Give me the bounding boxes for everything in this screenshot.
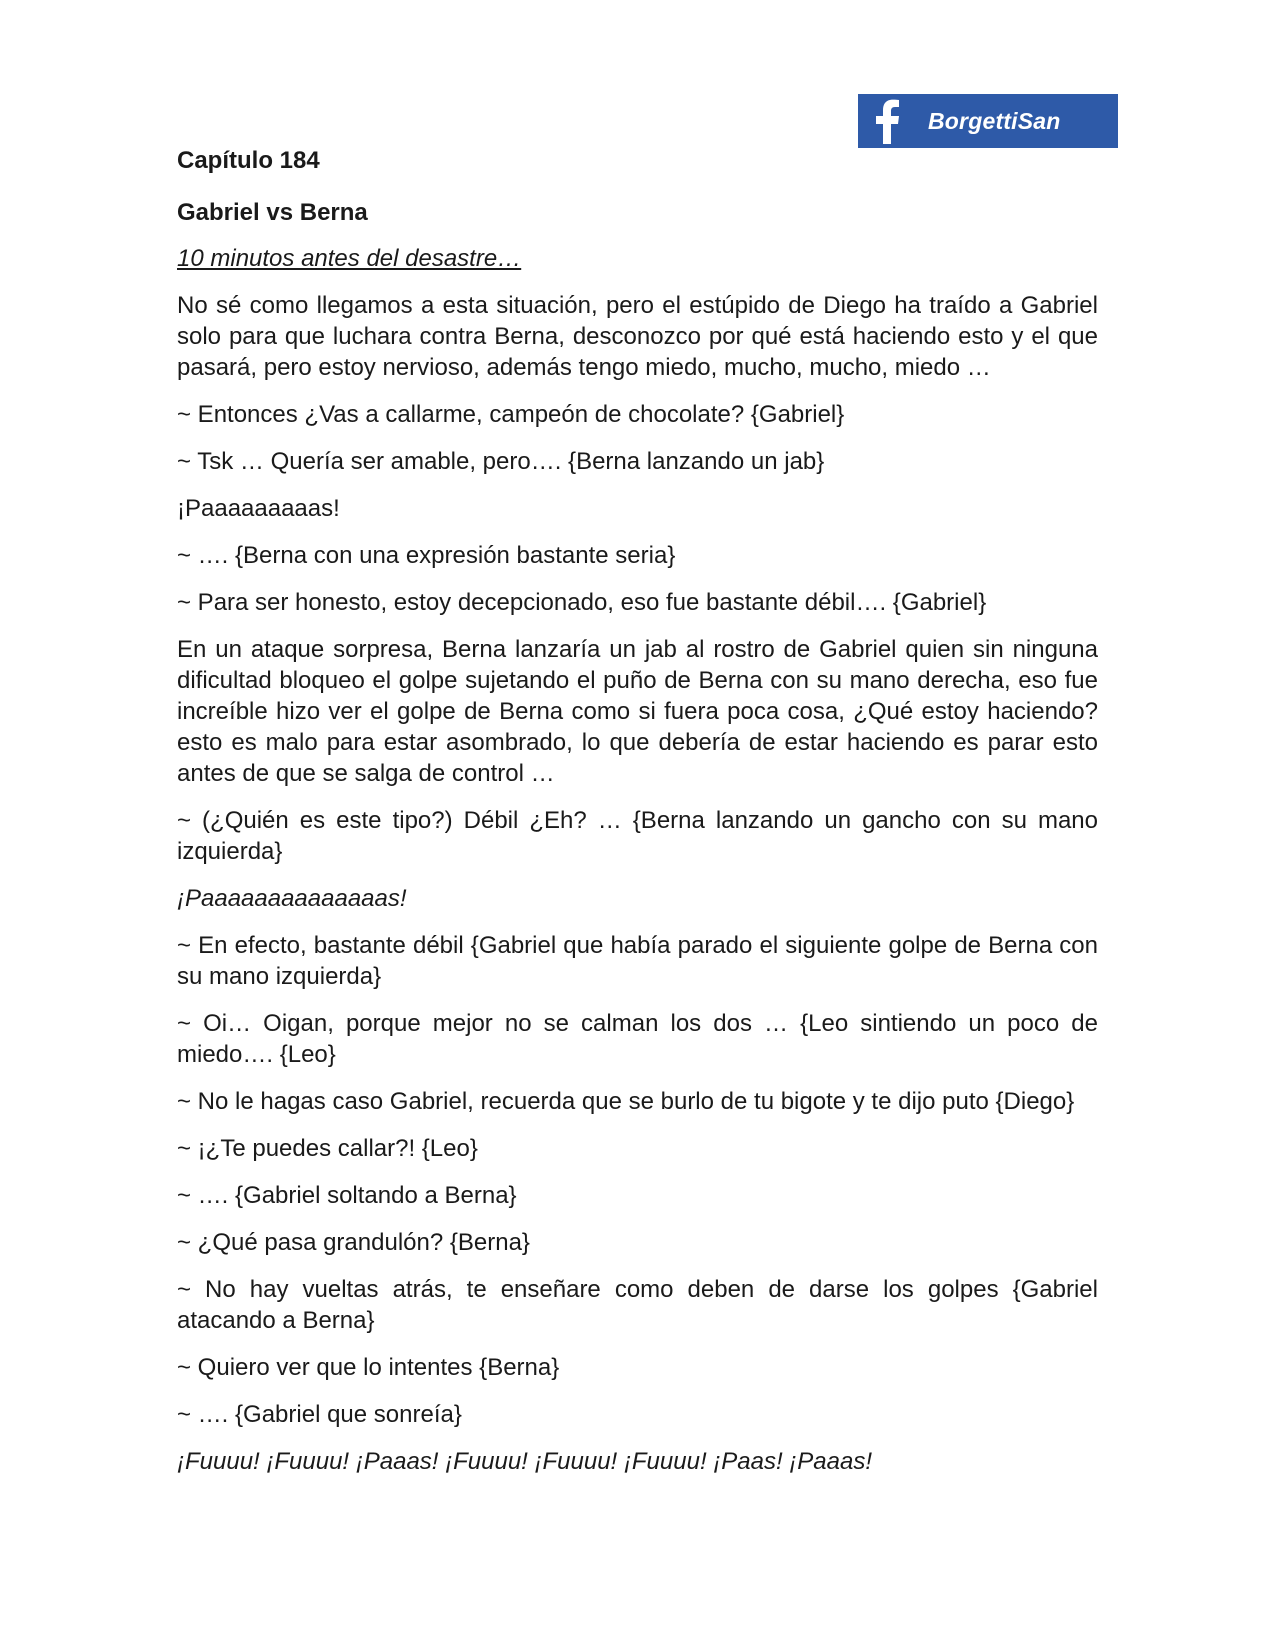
paragraph: ¡Paaaaaaaaas!	[177, 495, 340, 522]
paragraph: ~ …. {Gabriel que sonreía}	[177, 1401, 462, 1428]
facebook-badge[interactable]	[858, 94, 1118, 148]
paragraph: ¡Fuuuu! ¡Fuuuu! ¡Paaas! ¡Fuuuu! ¡Fuuuu! ¡Fuuuu! ¡Paas! ¡Paaas!	[177, 1448, 873, 1475]
chapter-title: Capítulo 184	[177, 147, 320, 174]
scene-heading: 10 minutos antes del desastre…	[177, 245, 522, 272]
paragraph: ~ Para ser honesto, estoy decepcionado, eso fue bastante débil…. {Gabriel}	[177, 589, 987, 616]
chapter-subtitle: Gabriel vs Berna	[177, 199, 368, 226]
paragraph: ~ ¿Qué pasa grandulón? {Berna}	[177, 1229, 530, 1256]
paragraph: ~ (¿Quién es este tipo?) Débil ¿Eh? … {Berna lanzando un gancho con su mano izquierda}	[177, 807, 1098, 865]
paragraph: ~ No hay vueltas atrás, te enseñare como deben de darse los golpes {Gabriel atacando a Berna}	[177, 1276, 1098, 1334]
paragraph: ~ Tsk … Quería ser amable, pero…. {Berna lanzando un jab}	[177, 448, 825, 475]
paragraph: No sé como llegamos a esta situación, pero el estúpido de Diego ha traído a Gabriel solo para que luchara contra Berna, desconozco por qué está haciendo esto y el que pasará, pero estoy nervioso, además tengo miedo, mucho, mucho, miedo …	[177, 292, 1098, 381]
paragraph: ~ No le hagas caso Gabriel, recuerda que se burlo de tu bigote y te dijo puto {Diego}	[177, 1088, 1075, 1115]
paragraph: ~ En efecto, bastante débil {Gabriel que había parado el siguiente golpe de Berna con su mano izquierda}	[177, 932, 1098, 990]
paragraph-list	[177, 290, 1098, 1477]
paragraph: ~ …. {Berna con una expresión bastante seria}	[177, 542, 676, 569]
paragraph: ~ ¡¿Te puedes callar?! {Leo}	[177, 1135, 478, 1162]
paragraph: ~ Entonces ¿Vas a callarme, campeón de chocolate? {Gabriel}	[177, 401, 845, 428]
paragraph: ~ …. {Gabriel soltando a Berna}	[177, 1182, 517, 1209]
paragraph: En un ataque sorpresa, Berna lanzaría un jab al rostro de Gabriel quien sin ninguna dificultad bloqueo el golpe sujetando el puño de Berna con su mano derecha, eso fue increíble hizo ver el golpe de Berna como si fuera poca cosa, ¿Qué estoy haciendo? esto es malo para estar asombrado, lo que debería de estar haciendo es parar esto antes de que se salga de control …	[177, 636, 1098, 787]
facebook-page-name: BorgettiSan	[928, 107, 1061, 134]
facebook-icon	[858, 94, 916, 148]
paragraph: ~ Quiero ver que lo intentes {Berna}	[177, 1354, 560, 1381]
paragraph: ¡Paaaaaaaaaaaaaas!	[177, 885, 407, 912]
document-body	[177, 146, 1098, 1493]
paragraph: ~ Oi… Oigan, porque mejor no se calman los dos … {Leo sintiendo un poco de miedo…. {Leo}	[177, 1010, 1098, 1068]
